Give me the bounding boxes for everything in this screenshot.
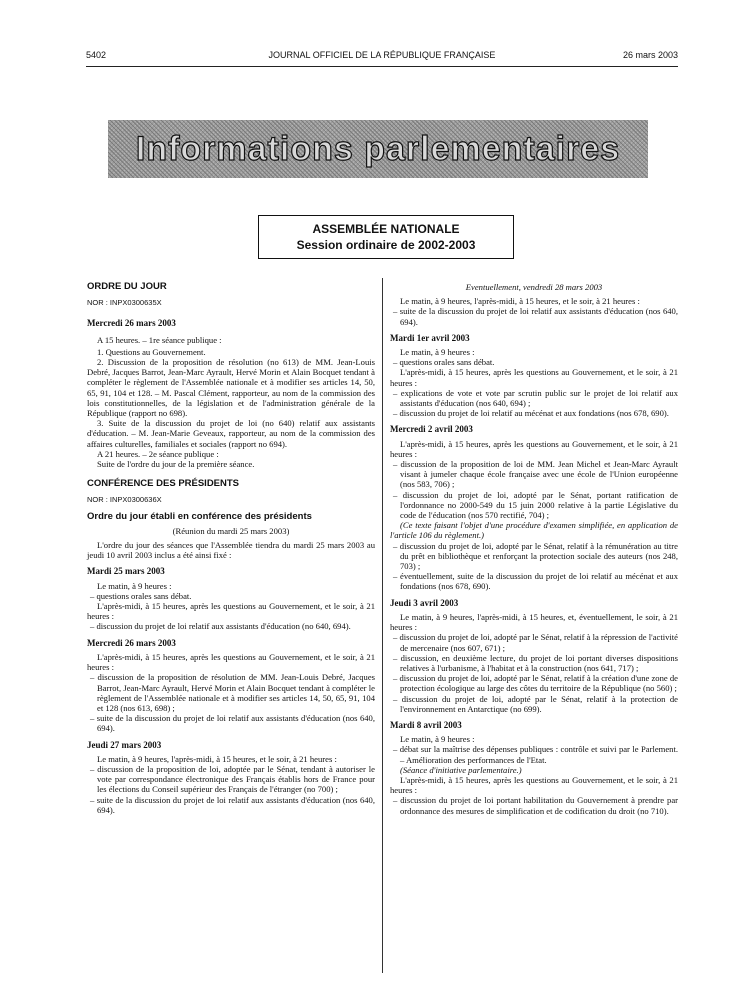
paragraph: Suite de l'ordre du jour de la première séance. [97,459,255,470]
day-heading: Mardi 1er avril 2003 [390,332,470,343]
day-heading: Mercredi 26 mars 2003 [87,637,176,648]
list-item: – débat sur la maîtrise des dépenses publiques : contrôle et suivi par le Parlement. – Amélioration des performances de l'Etat. [393,744,678,765]
list-item: – discussion du projet de loi, adopté par le Sénat, relatif à la création d'une zone de protection écologique au large des côtes du territoire de la République (no 560) ; [393,673,678,694]
list-item: – discussion du projet de loi, adopté par le Sénat, relatif à la répression de l'activité de mercenaire (nos 607, 671) ; [393,632,678,653]
list-item: – discussion de la proposition de loi, adoptée par le Sénat, tendant à autoriser le vote par correspondance électronique des Français établis hors de France pour les élections du Conseil supérieur des Français de l'étranger (no 700) ; [90,763,375,795]
conference-title: CONFÉRENCE DES PRÉSIDENTS [87,478,240,490]
day-heading: Mardi 25 mars 2003 [87,566,165,577]
list-item: – suite de la discussion du projet de loi relatif aux assistants d'éducation (nos 640, 694). [90,713,375,734]
paragraph: A 21 heures. – 2e séance publique : [97,448,219,459]
odj-title: ORDRE DU JOUR [87,281,167,292]
list-item: – discussion du projet de loi relatif aux assistants d'éducation (no 640, 694). [90,621,351,632]
paragraph: Le matin, à 9 heures : [400,347,475,358]
paragraph: Le matin, à 9 heures : [400,734,475,745]
paragraph: Le matin, à 9 heures, l'après-midi, à 15 heures, et, éventuellement, le soir, à 21 heures : [390,611,678,633]
day-heading: Jeudi 3 avril 2003 [390,597,459,608]
list-item: – discussion du projet de loi, adopté par le Sénat, relatif à la rémunération au titre du prêt en bibliothèque et renforçant la protection sociale des auteurs (nos 248, 703) ; [393,540,678,572]
list-item: – questions orales sans débat. [90,590,192,601]
issue-date: 26 mars 2003 [622,50,678,60]
list-item: – questions orales sans débat. [393,357,495,368]
column-separator [382,278,383,973]
day-heading: Mardi 8 avril 2003 [390,719,462,730]
journal-title: JOURNAL OFFICIEL DE LA RÉPUBLIQUE FRANÇAISE [268,50,496,60]
paragraph: L'après-midi, à 15 heures, après les questions au Gouvernement, et le soir, à 21 heures : [87,601,375,622]
left-column [87,282,375,815]
procedure-note: (Ce texte faisant l'objet d'une procédure d'examen simplifiée, en application de l'article 106 du règlement.) [390,520,678,541]
page-header [86,50,678,64]
session-title: Session ordinaire de 2002-2003 [296,238,476,252]
banner-title: Informations parlementaires [135,129,621,168]
conference-meeting: (Réunion du mardi 25 mars 2003) [172,525,290,536]
initiative-note: (Séance d'initiative parlementaire.) [400,764,522,775]
paragraph: L'après-midi, à 15 heures, après les questions au Gouvernement, et le soir, à 21 heures : [390,774,678,796]
right-column [390,282,678,816]
list-item: – discussion du projet de loi relatif au mécénat et aux fondations (nos 678, 690). [393,408,669,419]
list-item: – éventuellement, suite de la discussion du projet de loi relatif au mécénat et aux fondations (nos 678, 690). [393,571,678,592]
section-banner [108,120,648,178]
conference-nor: NOR : INPX0300636X [87,495,162,505]
paragraph: L'après-midi, à 15 heures, après les questions au Gouvernement, et le soir, à 21 heures : [390,367,678,388]
paragraph: 1. Questions au Gouvernement. [97,346,206,357]
list-item: – discussion du projet de loi, adopté par le Sénat, relatif à la protection de l'environnement en Antarctique (no 699). [393,693,678,714]
list-item: – explications de vote et vote par scrutin public sur le projet de loi relatif aux assistants d'éducation (nos 640, 694) ; [393,387,678,409]
paragraph: A 15 heures. – 1re séance publique : [97,334,222,345]
paragraph: 3. Suite de la discussion du projet de loi (no 640) relatif aux assistants d'éducation. – M. Jean-Marie Geveaux, rapporteur, au nom de la commission des affaires culturelles, familiales et sociales (rapport no 694). [87,418,375,449]
list-item: – discussion de la proposition de résolution de MM. Jean-Louis Debré, Jacques Barrot, Jean-Marc Ayrault, Hervé Morin et Alain Bocquet tendant à compléter le règlement de l'Assemblée nationale et à modifier ses articles 14, 50, 65, 91, 104 et 128 (nos 613, 698) ; [90,672,375,713]
paragraph: Le matin, à 9 heures, l'après-midi, à 15 heures, et le soir, à 21 heures : [97,753,337,764]
day-heading: Mercredi 26 mars 2003 [87,318,176,329]
list-item: – discussion de la proposition de loi de MM. Jean Michel et Jean-Marc Ayrault visant à jumeler chaque école française avec une école de l'Union européenne (nos 583, 706) ; [393,459,678,490]
list-item: – discussion du projet de loi, adopté par le Sénat, portant ratification de l'ordonnance no 2000-549 du 15 juin 2000 relative à la partie Législative du code de l'éducation (nos 570 rectifié, 704) ; [393,489,678,521]
assembly-title: ASSEMBLÉE NATIONALE [312,222,460,236]
list-item: – discussion du projet de loi portant habilitation du Gouvernement à prendre par ordonnance des mesures de simplification et de codification du droit (no 710). [393,795,678,816]
assembly-box [258,215,514,259]
page-number: 5402 [86,50,107,60]
list-item: – suite de la discussion du projet de loi relatif aux assistants d'éducation (nos 640, 694). [90,794,375,815]
paragraph: Le matin, à 9 heures, l'après-midi, à 15 heures, et le soir, à 21 heures : [400,296,640,307]
odj-nor: NOR : INPX0300635X [87,298,162,308]
header-rule [86,66,678,67]
paragraph: L'après-midi, à 15 heures, après les questions au Gouvernement, et le soir, à 21 heures : [87,651,375,673]
paragraph: Le matin, à 9 heures : [97,580,172,591]
list-item: – discussion, en deuxième lecture, du projet de loi portant diverses dispositions relatives à l'urbanisme, à l'habitat et à la construction (nos 641, 717) ; [393,652,678,673]
day-heading: Jeudi 27 mars 2003 [87,739,162,750]
paragraph: 2. Discussion de la proposition de résolution (no 613) de MM. Jean-Louis Debré, Jacques Barrot, Jean-Marc Ayrault, Hervé Morin et Alain Bocquet tendant à compléter le règlement de l'Assemblée nationale et à modifier ses articles 14, 50, 65, 91, 104 et 128. – M. Pascal Clément, rapporteur, au nom de la commission des lois constitutionnelles, de la législation et de l'administration générale de la République (rapport no 698). [87,357,375,419]
day-heading: Mercredi 2 avril 2003 [390,424,473,435]
paragraph: L'après-midi, à 15 heures, après les questions au Gouvernement, et le soir, à 21 heures : [390,438,678,459]
paragraph: L'ordre du jour des séances que l'Assemblée tiendra du mardi 25 mars 2003 au jeudi 10 avril 2003 inclus a été ainsi fixé : [87,540,375,561]
day-heading-eventual: Eventuellement, vendredi 28 mars 2003 [465,282,603,292]
conference-subtitle: Ordre du jour établi en conférence des présidents [87,510,312,522]
list-item: – suite de la discussion du projet de loi relatif aux assistants d'éducation (nos 640, 694). [393,306,678,327]
